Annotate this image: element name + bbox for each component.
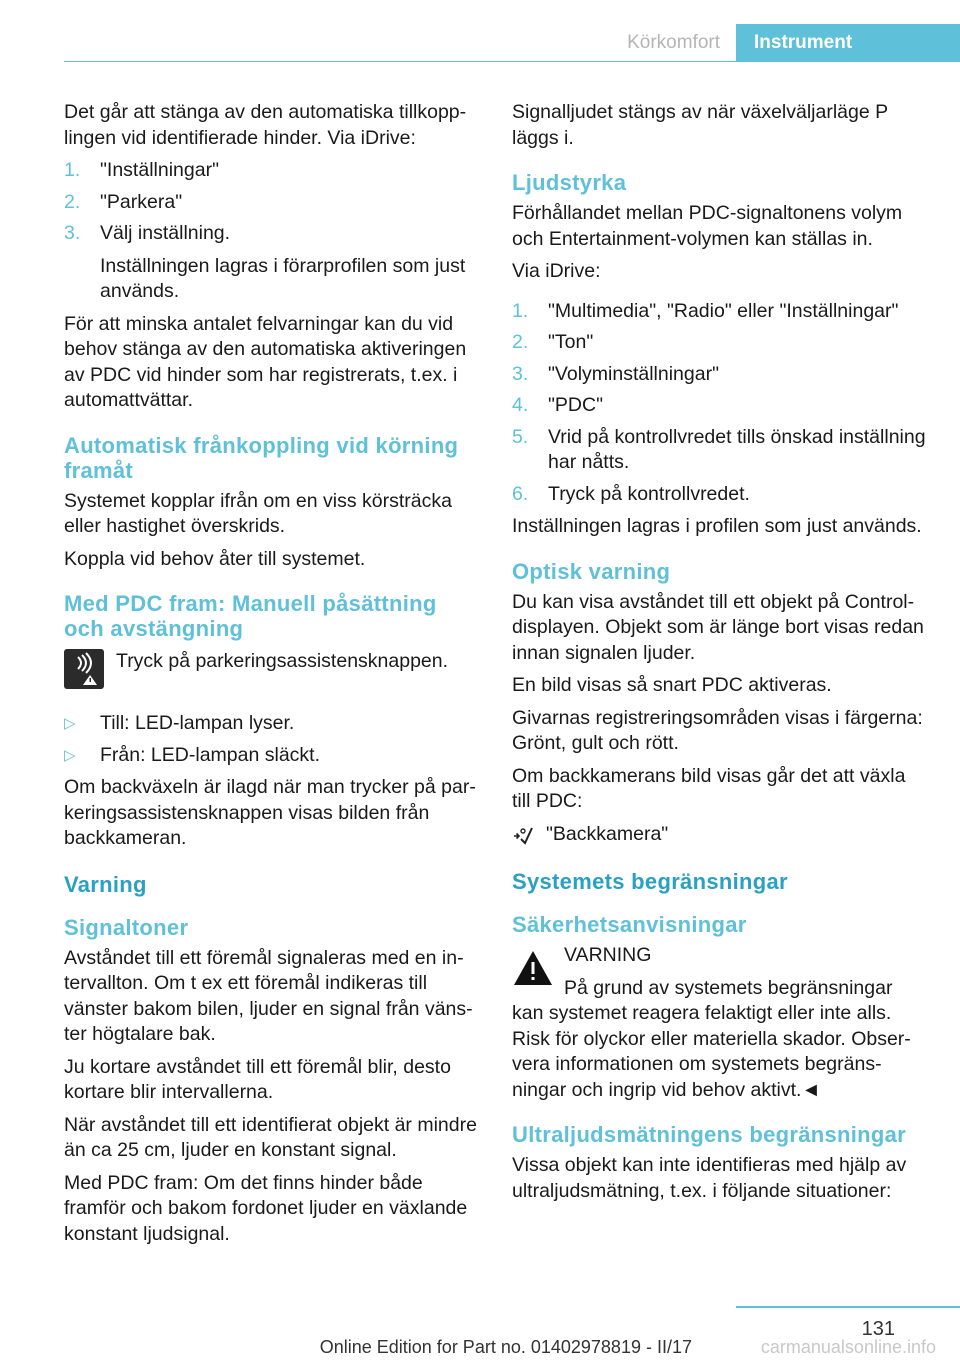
paragraph: För att minska antalet felvarningar kan du vid behov stänga av den automatiska aktiveringen av PDC vid hinder som har registrerats, t.ex. i automattvättar. xyxy=(64,312,467,411)
paragraph: Via iDrive: xyxy=(512,260,601,282)
step-number: 3. xyxy=(64,222,81,244)
warning-title: VARNING xyxy=(564,944,652,966)
list-item xyxy=(64,158,480,184)
bullet-text: Från: LED-lampan släckt. xyxy=(100,743,320,766)
list-item xyxy=(512,482,928,508)
warning-first-line: På grund av systemets begränsningar xyxy=(564,976,893,999)
list-item xyxy=(512,299,928,325)
triangle-bullet-icon: ▷ xyxy=(64,715,76,732)
step-text: "Inställningar" xyxy=(100,159,219,181)
step-note: Inställningen lagras i förarprofilen som just används. xyxy=(100,254,466,302)
edition-text: Online Edition for Part no. 01402978819 - II/17 xyxy=(319,1337,692,1357)
backup-camera-option xyxy=(512,822,928,848)
list-item xyxy=(512,425,928,476)
paragraph: En bild visas så snart PDC aktiveras. xyxy=(512,674,832,696)
idrive-steps-list xyxy=(64,158,480,247)
footer-divider xyxy=(736,1306,960,1308)
led-status-list xyxy=(64,711,480,768)
triangle-bullet-icon: ▷ xyxy=(64,746,76,764)
step-text: "Volyminställningar" xyxy=(548,362,720,385)
volume-steps-list xyxy=(512,299,928,508)
page-header xyxy=(0,0,960,62)
left-column xyxy=(64,100,480,1254)
step-number: 2. xyxy=(64,190,81,213)
park-assist-instruction xyxy=(64,649,480,697)
step-text: Välj inställning. xyxy=(100,222,231,244)
paragraph: Det går att stänga av den automatiska tillkopplingen vid identifierade hinder. Via iDrive: xyxy=(64,101,467,149)
section-heading: Systemets begränsningar xyxy=(512,869,788,894)
section-heading: Med PDC fram: Manuell påsättning och avstängning xyxy=(64,591,437,641)
warning-block xyxy=(512,943,928,1103)
header-chapter-tab: Instrument xyxy=(736,24,960,62)
paragraph: Om backväxeln är ilagd när man trycker på parkeringsassistensknappen visas bilden från backkameran. xyxy=(64,776,476,849)
right-column xyxy=(512,100,928,1211)
step-text: "Ton" xyxy=(548,331,594,353)
list-item xyxy=(512,393,928,419)
step-text: Tryck på kontrollvredet. xyxy=(548,482,750,505)
section-heading: Ultraljudsmätningens begränsningar xyxy=(512,1122,907,1147)
bullet-text: Till: LED-lampan lyser. xyxy=(100,712,295,734)
section-heading: Varning xyxy=(64,871,147,897)
paragraph: Förhållandet mellan PDC-signaltonens volym och Entertainment-volymen kan ställas in. xyxy=(512,202,903,250)
list-item xyxy=(512,330,928,356)
step-number: 2. xyxy=(512,331,529,353)
step-text: "Multimedia", "Radio" eller "Inställningar" xyxy=(548,299,899,322)
step-number: 6. xyxy=(512,482,529,505)
section-heading: Säkerhetsanvisningar xyxy=(512,912,747,937)
section-heading: Signaltoner xyxy=(64,914,189,940)
step-number: 1. xyxy=(64,159,81,181)
list-item xyxy=(64,221,480,247)
section-heading: Optisk varning xyxy=(512,558,671,584)
watermark: carmanualsonline.info xyxy=(760,1337,936,1357)
paragraph: Koppla vid behov åter till systemet. xyxy=(64,547,366,570)
list-item xyxy=(512,362,928,388)
warning-text: kan systemet reagera felaktigt eller inte alls. Risk för olyckor eller materiella skador. Observera informationen om systemets begränsningar och ingrip vid behov aktivt.◄ xyxy=(512,1002,911,1101)
paragraph: Systemet kopplar ifrån om en viss körsträcka eller hastighet överskrids. xyxy=(64,489,452,537)
backup-camera-label: "Backkamera" xyxy=(546,822,669,845)
list-item xyxy=(64,711,480,737)
paragraph: Om backkamerans bild visas går det att växla till PDC: xyxy=(512,764,906,812)
step-number: 1. xyxy=(512,299,529,322)
paragraph: Signalljudet stängs av när växelväljarläge P läggs i. xyxy=(512,101,888,149)
paragraph: Vissa objekt kan inte identifieras med hjälp av ultraljudsmätning, t.ex. i följande situationer: xyxy=(512,1154,907,1202)
paragraph: Du kan visa avståndet till ett objekt på Control-displayen. Objekt som är länge bort visas redan innan signalen ljuder. xyxy=(512,590,924,664)
section-heading: Ljudstyrka xyxy=(512,170,627,195)
header-section-label: Körkomfort xyxy=(627,32,720,53)
park-assist-text: Tryck på parkeringsassistensknappen. xyxy=(116,650,449,672)
step-number: 3. xyxy=(512,362,529,385)
paragraph: När avståndet till ett identifierat objekt är mindre än ca 25 cm, ljuder en konstant signal. xyxy=(64,1113,477,1161)
list-item xyxy=(64,190,480,216)
paragraph: Givarnas registreringsområden visas i färgerna: Grönt, gult och rött. xyxy=(512,706,923,754)
header-divider xyxy=(64,61,736,62)
step-text: Vrid på kontrollvredet tills önskad inställning har nåtts. xyxy=(548,425,926,473)
step-text: "PDC" xyxy=(548,394,604,416)
step-number: 4. xyxy=(512,394,529,416)
rear-camera-icon xyxy=(512,824,534,846)
section-heading: Automatisk frånkoppling vid körning framåt xyxy=(64,432,459,483)
list-item xyxy=(64,743,480,769)
step-text: "Parkera" xyxy=(100,190,183,213)
paragraph: Med PDC fram: Om det finns hinder både framför och bakom fordonet ljuder en växlande konstant ljudsignal. xyxy=(64,1171,468,1245)
paragraph: Avståndet till ett föremål signaleras med en intervallton. Om t ex ett föremål indikeras till vänster bakom bilen, ljuder en signal från vänster högtalare bak. xyxy=(64,946,473,1045)
page-number: 131 xyxy=(861,1318,895,1340)
paragraph: Inställningen lagras i profilen som just används. xyxy=(512,515,922,537)
warning-triangle-icon xyxy=(512,949,554,987)
step-number: 5. xyxy=(512,425,529,448)
park-assist-button-icon xyxy=(64,649,104,689)
paragraph: Ju kortare avståndet till ett föremål blir, desto kortare blir intervallerna. xyxy=(64,1055,451,1103)
